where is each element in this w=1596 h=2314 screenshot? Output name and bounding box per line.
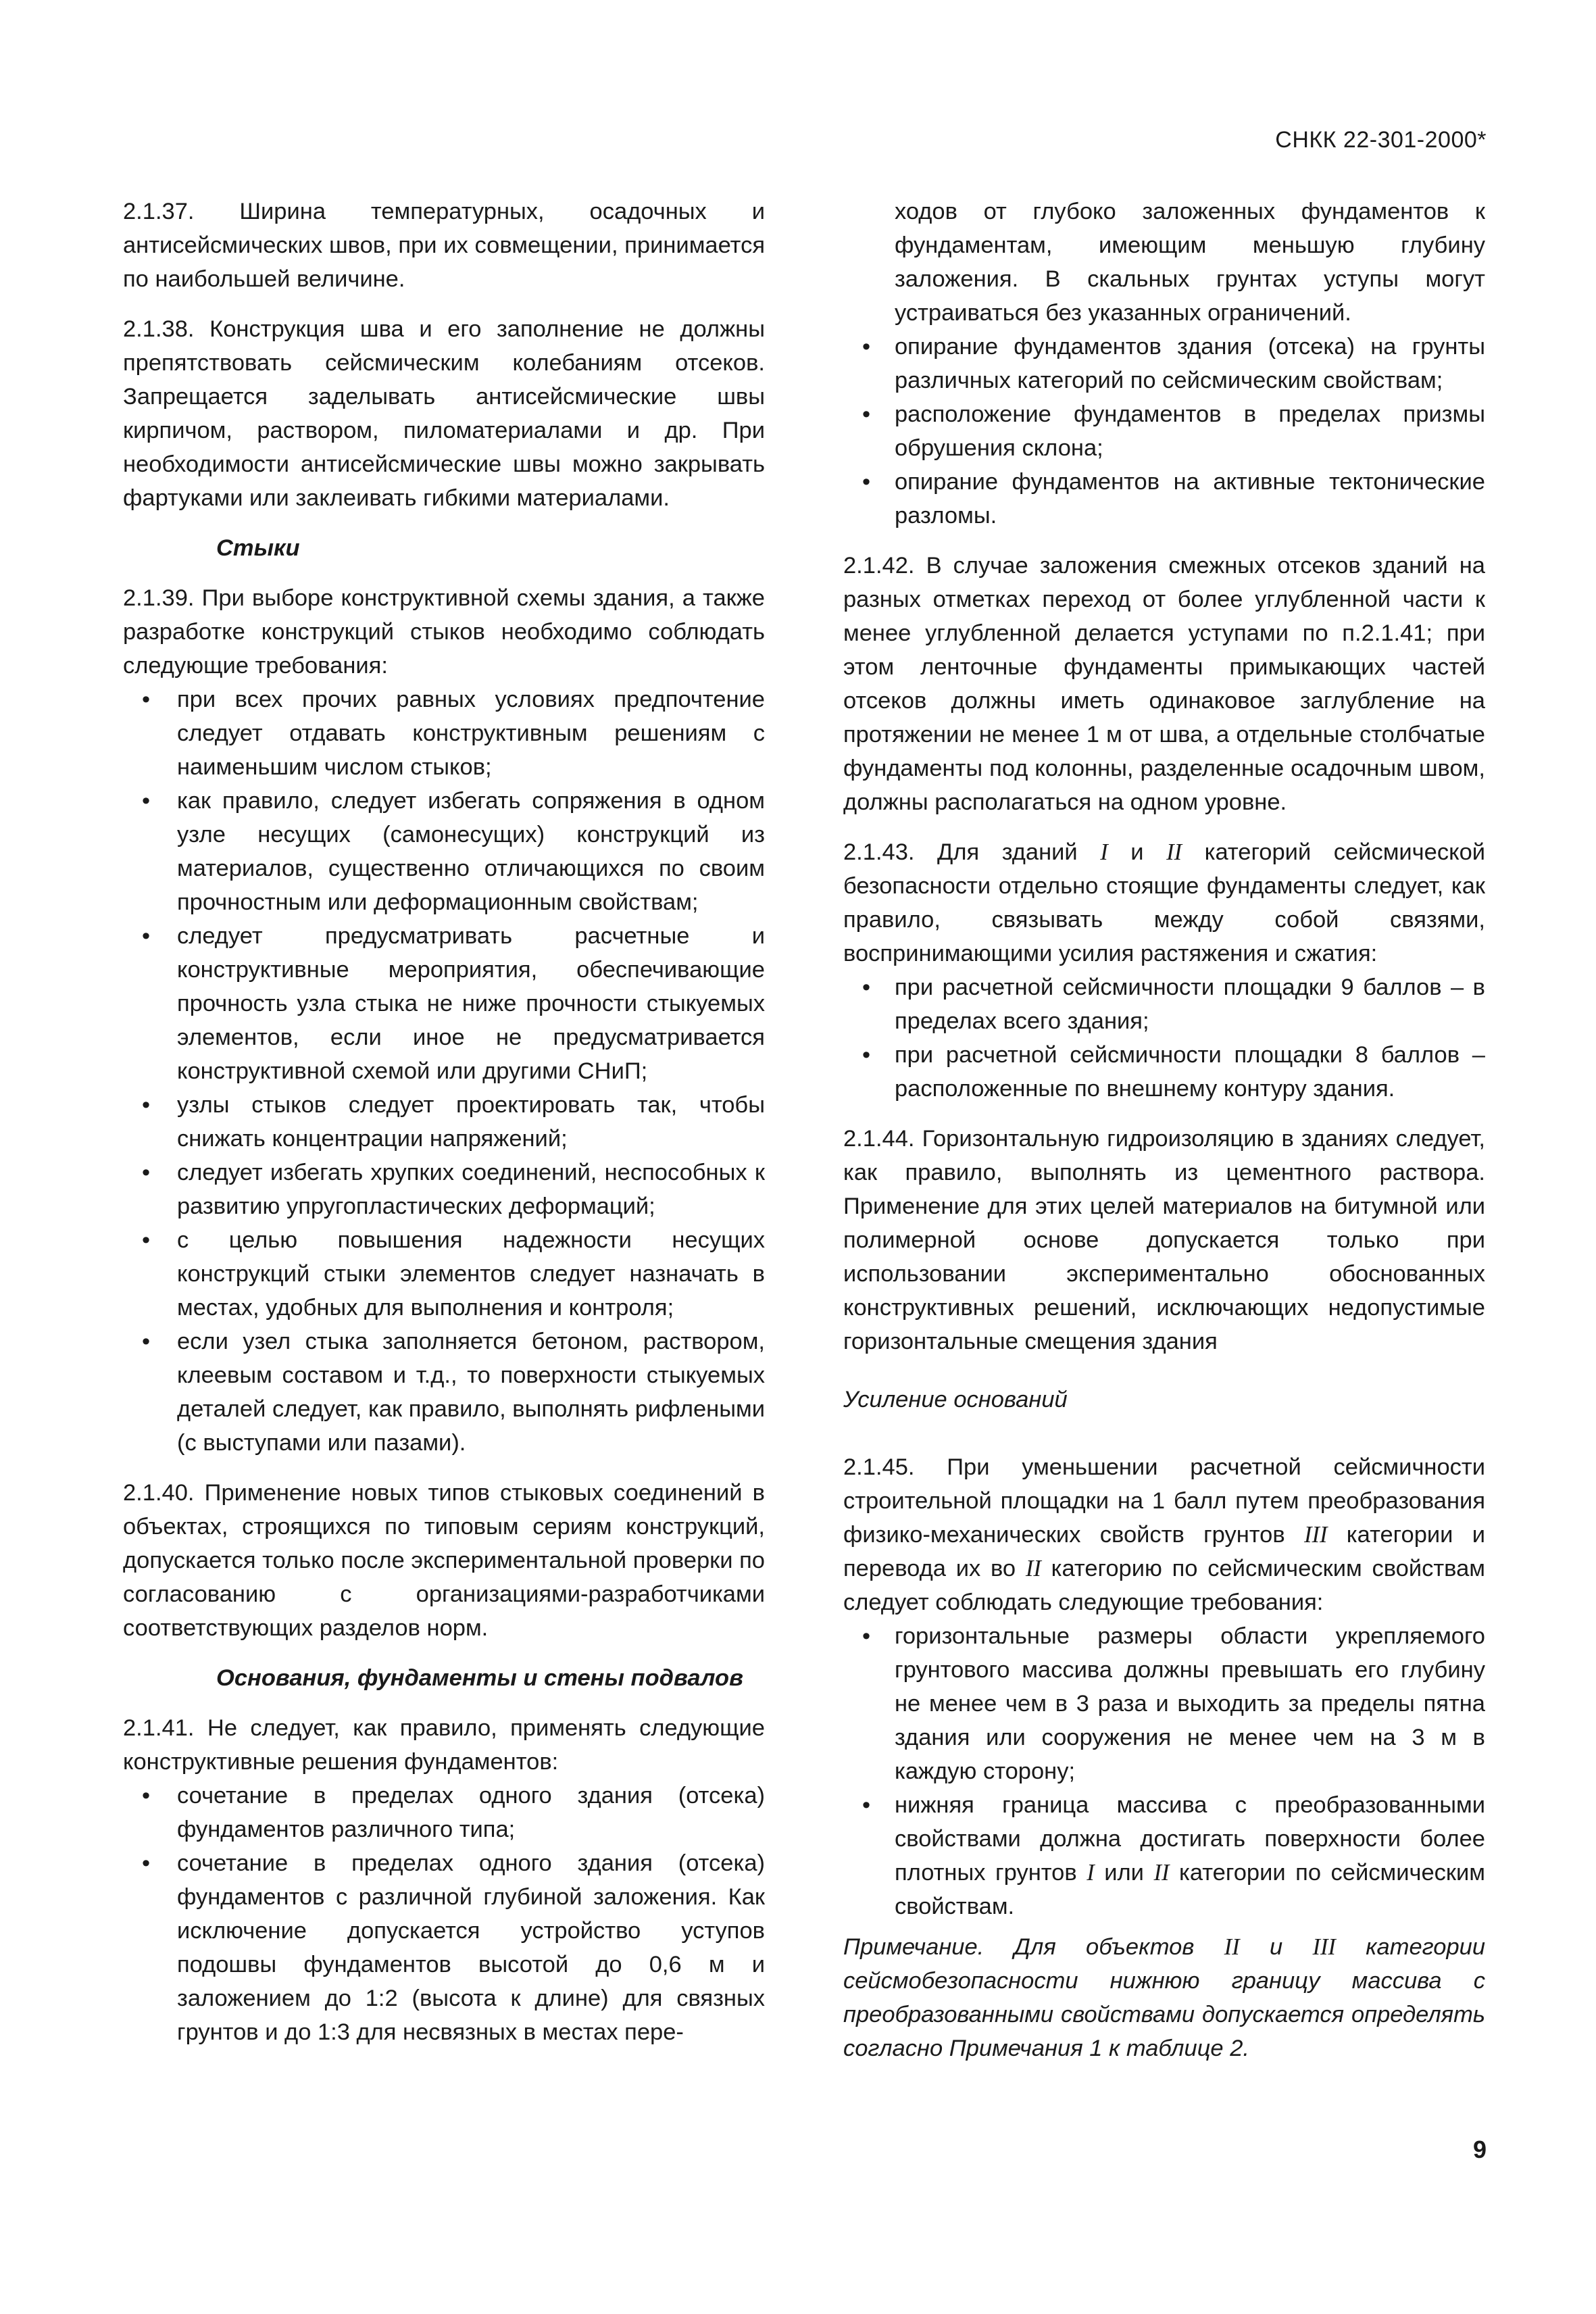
bullet-icon: • <box>142 1783 151 1808</box>
list-item: • узлы стыков следует проектировать так, чтобы снижать концентрации напряжений; <box>123 1088 765 1156</box>
paragraph-2-1-38: 2.1.38. Конструкция шва и его заполнение не должны препятствовать сейсмическим колебаниям отсеков. Запрещается заделывать антисейсмические швы кирпичом, раствором, пиломатериалами и др. При необходимости антисейсмические швы можно закрывать фартуками или заклеивать гибкими материалами. <box>123 316 765 511</box>
list-2-1-45 <box>843 1619 1485 1923</box>
paragraph-2-1-42: 2.1.42. В случае заложения смежных отсеков зданий на разных отметках переход от более углубленной части к менее углубленной делается уступами по п.2.1.41; при этом ленточные фундаменты примыкающих частей отсеков должны иметь одинаковое заглубление на протяжении не менее 1 м от шва, а отдельные столбчатые фундаменты под колонны, разделенные осадочным швом, должны располагаться на одном уровне. <box>843 553 1485 815</box>
list-item: • как правило, следует избегать сопряжения в одном узле несущих (самонесущих) конструкций из материалов, существенно отличающихся по своим прочностным или деформационным свойствам; <box>123 784 765 919</box>
bullet-icon: • <box>142 687 151 712</box>
paragraph-2-1-40: 2.1.40. Применение новых типов стыковых соединений в объектах, строящихся по типовым сериям конструкций, допускается только после экспериментальной проверки по согласованию с организациями-разработчиками соответствующих разделов норм. <box>123 1480 765 1641</box>
list-2-1-39 <box>123 683 765 1460</box>
bullet-icon: • <box>142 1329 151 1354</box>
bullet-icon: • <box>142 1092 151 1118</box>
bullet-icon: • <box>862 401 871 427</box>
paragraph-2-1-45: 2.1.45. При уменьшении расчетной сейсмичности строительной площадки на 1 балл путем преобразования физико-механических свойств грунтов III категории и перевода их во II категорию по сейсмическим свойствам следует соблюдать следующие требования: <box>843 1454 1485 1615</box>
list-item-continuation: ходов от глубоко заложенных фундаментов к фундаментам, имеющим меньшую глубину заложения. В скальных грунтах уступы могут устраиваться без указанных ограничений. <box>895 199 1485 326</box>
paragraph-2-1-37: 2.1.37. Ширина температурных, осадочных и антисейсмических швов, при их совмещении, принимается по наибольшей величине. <box>123 199 765 292</box>
list-2-1-43 <box>843 970 1485 1106</box>
list-item: • с целью повышения надежности несущих конструкций стыки элементов следует назначать в местах, удобных для выполнения и контроля; <box>123 1223 765 1325</box>
paragraph-2-1-41: 2.1.41. Не следует, как правило, применять следующие конструктивные решения фундаментов: <box>123 1715 765 1775</box>
section-heading-foundations: Основания, фундаменты и стены подвалов <box>216 1665 743 1691</box>
list-item: • при всех прочих равных условиях предпочтение следует отдавать конструктивным решениям с наименьшим числом стыков; <box>123 683 765 784</box>
bullet-icon: • <box>862 334 871 360</box>
page-number: 9 <box>1472 2136 1487 2163</box>
document-code: СНКК 22-301-2000* <box>1275 127 1487 153</box>
bullet-icon: • <box>142 1850 151 1876</box>
left-column <box>123 195 765 2065</box>
bullet-icon: • <box>862 469 871 495</box>
bullet-icon: • <box>862 975 871 1000</box>
list-2-1-41 <box>123 1779 765 2049</box>
list-item: • расположение фундаментов в пределах призмы обрушения склона; <box>843 397 1485 465</box>
bullet-icon: • <box>142 788 151 814</box>
paragraph-2-1-44: 2.1.44. Горизонтальную гидроизоляцию в зданиях следует, как правило, выполнять из цементного раствора. Применение для этих целей материалов на битумной или полимерной основе допускается только при использовании экспериментально обоснованных конструктивных решений, исключающих недопустимые горизонтальные смещения здания <box>843 1126 1485 1354</box>
list-item: • сочетание в пределах одного здания (отсека) фундаментов с различной глубиной заложения. Как исключение допускается устройство уступов подошвы фундаментов высотой до 0,6 м и заложением до 1:2 (высота к длине) для связных грунтов и до 1:3 для несвязных в местах пере- <box>123 1846 765 2049</box>
bullet-icon: • <box>862 1623 871 1649</box>
bullet-icon: • <box>862 1792 871 1818</box>
list-item: • опирание фундаментов здания (отсека) на грунты различных категорий по сейсмическим свойствам; <box>843 330 1485 397</box>
list-item: • при расчетной сейсмичности площадки 9 баллов – в пределах всего здания; <box>843 970 1485 1038</box>
note: Примечание. Для объектов II и III категории сейсмобезопасности нижнюю границу массива с преобразованными свойствами допускается определять согласно Примечания 1 к таблице 2. <box>843 1934 1486 2061</box>
section-heading-joints: Стыки <box>216 535 300 561</box>
bullet-icon: • <box>142 923 151 949</box>
list-item: • опирание фундаментов на активные тектонические разломы. <box>843 465 1485 533</box>
paragraph-2-1-43: 2.1.43. Для зданий I и II категорий сейсмической безопасности отдельно стоящие фундаменты следует, как правило, связывать между собой связями, воспринимающими усилия растяжения и сжатия: <box>843 839 1486 966</box>
paragraph-2-1-39: 2.1.39. При выборе конструктивной схемы здания, а также разработке конструкций стыков необходимо соблюдать следующие требования: <box>123 585 765 679</box>
bullet-icon: • <box>142 1160 151 1185</box>
section-heading-reinforcement: Усиление оснований <box>843 1387 1068 1412</box>
list-2-1-41-continued <box>843 195 1485 533</box>
list-item: • горизонтальные размеры области укрепляемого грунтового массива должны превышать его глубину не менее чем в 3 раза и выходить за пределы пятна здания или сооружения не менее чем на 3 м в каждую сторону; <box>843 1619 1485 1788</box>
right-column <box>843 195 1485 2082</box>
list-item: • при расчетной сейсмичности площадки 8 баллов – расположенные по внешнему контуру здания. <box>843 1038 1485 1106</box>
list-item: • нижняя граница массива с преобразованными свойствами должна достигать поверхности более плотных грунтов I или II категории по сейсмическим свойствам. <box>843 1788 1485 1923</box>
list-item: • сочетание в пределах одного здания (отсека) фундаментов различного типа; <box>123 1779 765 1846</box>
bullet-icon: • <box>862 1042 871 1068</box>
list-item: • следует предусматривать расчетные и конструктивные мероприятия, обеспечивающие прочность узла стыка не ниже прочности стыкуемых элементов, если иное не предусматривается конструктивной схемой или другими СНиП; <box>123 919 765 1088</box>
bullet-icon: • <box>142 1227 151 1253</box>
list-item: • если узел стыка заполняется бетоном, раствором, клеевым составом и т.д., то поверхности стыкуемых деталей следует, как правило, выполнять рифлеными (с выступами или пазами). <box>123 1325 765 1460</box>
list-item: • следует избегать хрупких соединений, неспособных к развитию упругопластических деформаций; <box>123 1156 765 1223</box>
